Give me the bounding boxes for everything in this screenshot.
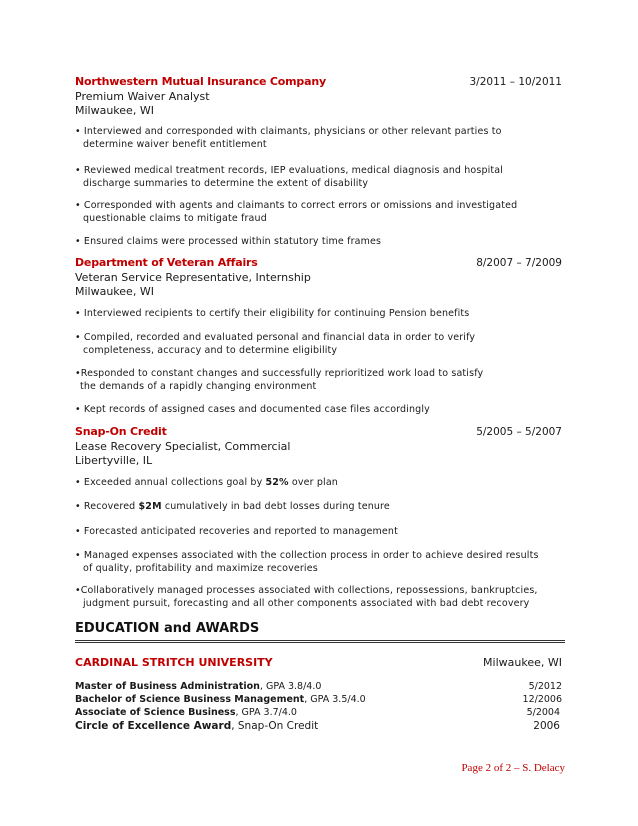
degree-date: 5/2004 — [526, 707, 560, 718]
job-dates: 8/2007 – 7/2009 — [476, 257, 562, 269]
section-divider — [75, 640, 565, 641]
job-dates: 3/2011 – 10/2011 — [469, 76, 562, 88]
job-location: Libertyville, IL — [75, 454, 153, 467]
degree-entry: Bachelor of Science Business Management, GPA 3.5/4.0 — [75, 694, 366, 705]
degree-date: 5/2012 — [528, 681, 562, 692]
school-name: CARDINAL STRITCH UNIVERSITY — [75, 656, 273, 669]
degree-entry: Associate of Science Business, GPA 3.7/4.0 — [75, 707, 297, 718]
job-bullet: • Compiled, recorded and evaluated personal and financial data in order to verify completeness, accuracy and to determine eligibility — [75, 332, 476, 356]
job-bullet: •Collaboratively managed processes associated with collections, repossessions, bankruptcies, judgment pursuit, forecasting and all other components associated with bad debt recovery — [75, 585, 538, 609]
job-bullet: • Interviewed recipients to certify their eligibility for continuing Pension benefits — [75, 308, 470, 319]
section-divider — [75, 642, 565, 643]
degree-entry: Master of Business Administration, GPA 3.8/4.0 — [75, 681, 322, 692]
school-location: Milwaukee, WI — [483, 656, 562, 669]
page-footer: Page 2 of 2 – S. Delacy — [461, 762, 565, 774]
job-bullet: • Forecasted anticipated recoveries and reported to management — [75, 526, 398, 537]
job-bullet: • Ensured claims were processed within statutory time frames — [75, 236, 382, 247]
job-dates: 5/2005 – 5/2007 — [476, 426, 562, 438]
job-title: Premium Waiver Analyst — [75, 90, 210, 103]
job-bullet: • Interviewed and corresponded with claimants, physicians or other relevant parties to determine waiver benefit entitlement — [75, 126, 502, 150]
job-bullet: • Managed expenses associated with the collection process in order to achieve desired results of quality, profitability and maximize recoveries — [75, 550, 539, 574]
award-entry: Circle of Excellence Award, Snap-On Credit — [75, 720, 319, 732]
job-bullet: • Corresponded with agents and claimants to correct errors or omissions and investigated questionable claims to mitigate fraud — [75, 200, 518, 224]
job-bullet: • Exceeded annual collections goal by 52% over plan — [75, 477, 338, 488]
job-bullet: •Responded to constant changes and successfully reprioritized work load to satisfy the demands of a rapidly changing environment — [75, 368, 484, 392]
award-date: 2006 — [533, 720, 560, 732]
degree-date: 12/2006 — [522, 694, 562, 705]
job-location: Milwaukee, WI — [75, 285, 154, 298]
job-company: Department of Veteran Affairs — [75, 256, 258, 269]
job-location: Milwaukee, WI — [75, 104, 154, 117]
job-company: Northwestern Mutual Insurance Company — [75, 75, 326, 88]
job-bullet: • Reviewed medical treatment records, IEP evaluations, medical diagnosis and hospital discharge summaries to determine the extent of disability — [75, 165, 504, 189]
job-bullet: • Recovered $2M cumulatively in bad debt losses during tenure — [75, 501, 390, 512]
job-title: Lease Recovery Specialist, Commercial — [75, 440, 291, 453]
job-bullet: • Kept records of assigned cases and documented case files accordingly — [75, 404, 430, 415]
job-title: Veteran Service Representative, Internship — [75, 271, 311, 284]
job-company: Snap-On Credit — [75, 425, 167, 438]
section-heading-education: EDUCATION and AWARDS — [75, 621, 260, 636]
